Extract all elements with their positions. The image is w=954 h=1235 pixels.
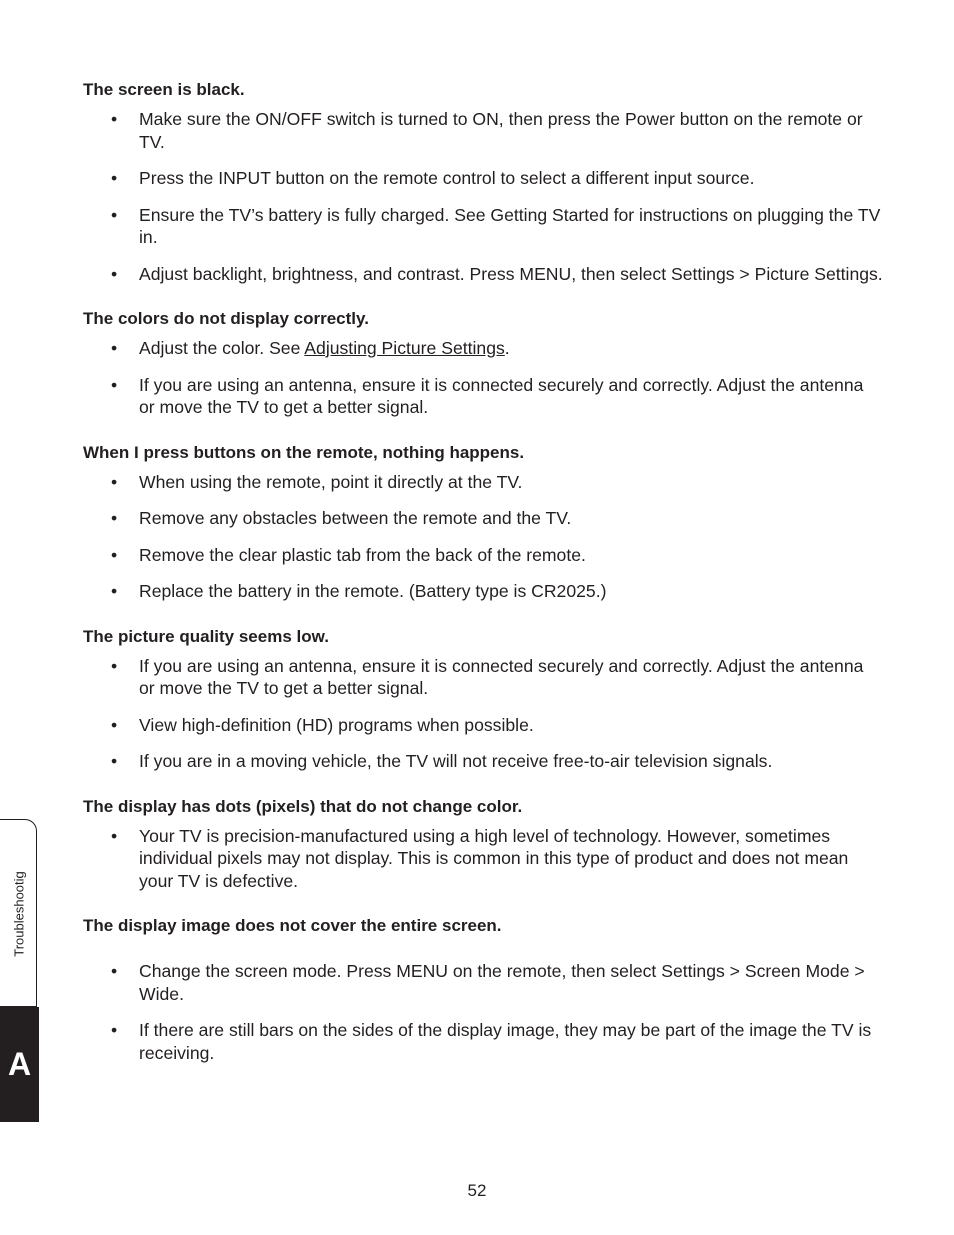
page-content xyxy=(83,79,883,1087)
section-image-not-full-screen xyxy=(83,915,883,1064)
section-title: The colors do not display correctly. xyxy=(83,309,369,328)
list-item: • Press the INPUT button on the remote control to select a different input source. xyxy=(83,167,883,190)
bullet-list xyxy=(83,471,883,603)
list-item: • Remove the clear plastic tab from the back of the remote. xyxy=(83,544,883,567)
section-title: The display image does not cover the entire screen. xyxy=(83,916,502,935)
section-title: The screen is black. xyxy=(83,80,245,99)
list-item: • If you are in a moving vehicle, the TV will not receive free-to-air television signals. xyxy=(83,750,883,773)
section-dead-pixels xyxy=(83,796,883,893)
bullet-list xyxy=(83,960,883,1064)
section-title: When I press buttons on the remote, nothing happens. xyxy=(83,442,525,462)
list-item: • View high-definition (HD) programs when possible. xyxy=(83,714,883,737)
list-item: • When using the remote, point it directly at the TV. xyxy=(83,471,883,494)
bullet-list xyxy=(83,108,883,285)
bullet-list xyxy=(83,337,883,419)
list-item-text: Adjust the color. See xyxy=(139,338,305,358)
appendix-letter-block: A xyxy=(0,1007,39,1122)
list-item: • Remove any obstacles between the remote and the TV. xyxy=(83,507,883,530)
page-number: 52 xyxy=(467,1181,487,1200)
section-title: The display has dots (pixels) that do not change color. xyxy=(83,796,523,816)
section-colors-incorrect xyxy=(83,308,883,419)
section-screen-black xyxy=(83,79,883,285)
list-item: • If there are still bars on the sides of the display image, they may be part of the image the TV is receiving. xyxy=(83,1019,883,1064)
list-item: • Adjust backlight, brightness, and contrast. Press MENU, then select Settings > Picture Settings. xyxy=(83,263,883,286)
section-title: The picture quality seems low. xyxy=(83,626,329,646)
list-item: • If you are using an antenna, ensure it is connected securely and correctly. Adjust the antenna or move the TV to get a better signal. xyxy=(83,374,883,419)
chapter-tab-label: Troubleshootig xyxy=(11,871,27,957)
list-item: • Make sure the ON/OFF switch is turned to ON, then press the Power button on the remote or TV. xyxy=(83,108,883,153)
bullet-list xyxy=(83,655,883,773)
section-picture-quality-low xyxy=(83,626,883,773)
list-item: • Change the screen mode. Press MENU on the remote, then select Settings > Screen Mode > Wide. xyxy=(83,960,883,1005)
list-item: • Replace the battery in the remote. (Battery type is CR2025.) xyxy=(83,580,883,603)
bullet-list xyxy=(83,825,883,893)
list-item: • If you are using an antenna, ensure it is connected securely and correctly. Adjust the antenna or move the TV to get a better signal. xyxy=(83,655,883,700)
list-item: • Your TV is precision-manufactured using a high level of technology. However, sometimes individual pixels may not display. This is common in this type of product and does not mean your TV is defective. xyxy=(83,825,883,893)
list-item xyxy=(83,337,883,360)
list-item: • Ensure the TV’s battery is fully charged. See Getting Started for instructions on plugging the TV in. xyxy=(83,204,883,249)
section-remote-nothing-happens xyxy=(83,442,883,603)
adjusting-picture-settings-link[interactable]: Adjusting Picture Settings xyxy=(304,338,505,358)
list-item-text: . xyxy=(504,338,510,358)
